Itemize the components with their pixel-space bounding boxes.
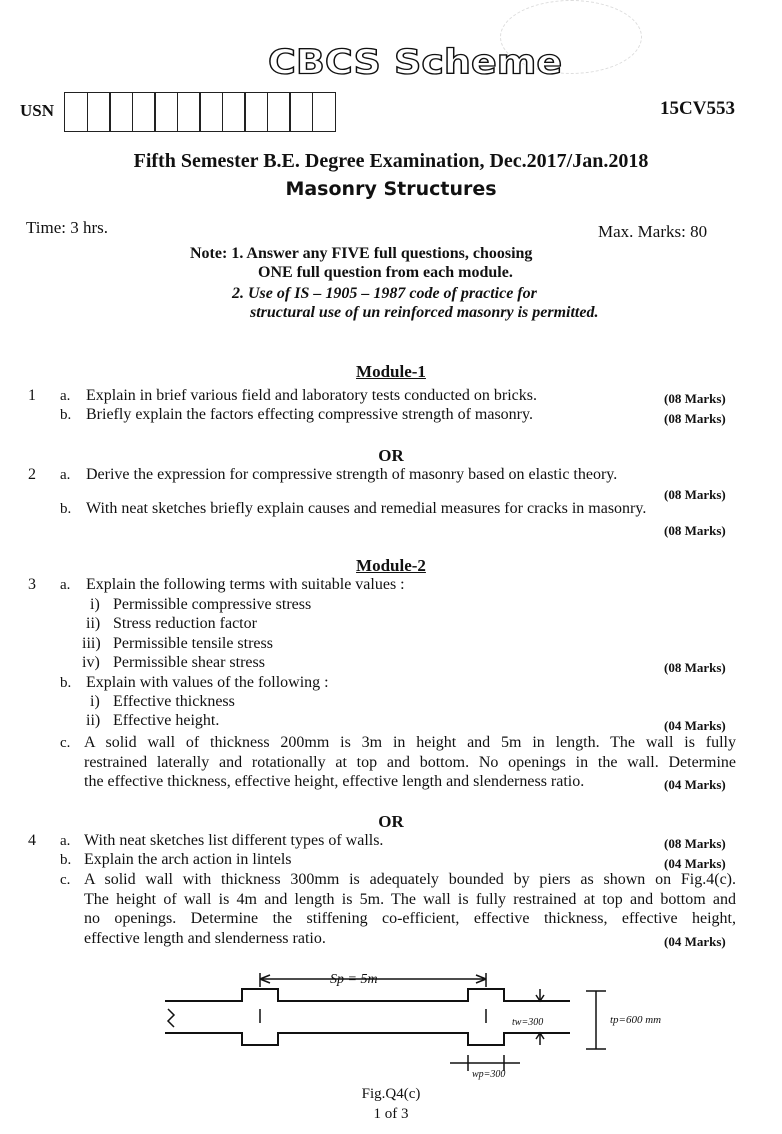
- subject-title: Masonry Structures: [285, 178, 497, 200]
- question-text: Derive the expression for compressive strength of masonry based on elastic theory.: [86, 466, 618, 483]
- marks: (08 Marks): [664, 411, 726, 426]
- wall-bottom-outline: [165, 1033, 570, 1045]
- usn-boxes[interactable]: [64, 92, 334, 132]
- list-item-text: Permissible compressive stress: [113, 596, 312, 613]
- part-label: c.: [60, 872, 71, 888]
- usn-label: USN: [20, 101, 55, 120]
- max-marks: Max. Marks: 80: [598, 222, 708, 241]
- list-item-number: i): [90, 693, 100, 710]
- usn-box[interactable]: [177, 92, 201, 132]
- usn-box[interactable]: [289, 92, 313, 132]
- or-divider: OR: [378, 446, 404, 465]
- part-label: a.: [60, 388, 71, 404]
- usn-box[interactable]: [87, 92, 111, 132]
- marks: (04 Marks): [664, 777, 726, 792]
- marks: (08 Marks): [664, 487, 726, 502]
- question-text: no openings. Determine the stiffening co-efficient, effective thickness, effective height,: [84, 910, 736, 927]
- marks: (04 Marks): [664, 934, 726, 949]
- marks: (08 Marks): [664, 523, 726, 538]
- note-line-2: ONE full question from each module.: [258, 264, 513, 281]
- scheme-logo: CBCS Scheme: [268, 42, 563, 82]
- question-text: Explain in brief various field and laboratory tests conducted on bricks.: [86, 387, 537, 404]
- note-label: Note:: [190, 245, 228, 262]
- marks: (04 Marks): [664, 718, 726, 733]
- usn-box[interactable]: [64, 92, 88, 132]
- marks: (08 Marks): [664, 836, 726, 851]
- question-text: A solid wall with thickness 300mm is adequately bounded by piers as shown on Fig.4(c).: [84, 871, 736, 888]
- list-item-text: Effective height.: [113, 712, 220, 729]
- question-number: 3: [28, 576, 36, 593]
- question-text: A solid wall of thickness 200mm is 3m in height and 5m in length. The wall is fully: [84, 734, 736, 751]
- question-text: The height of wall is 4m and length is 5m. The wall is fully restrained at top and bottom and: [84, 891, 736, 908]
- usn-box[interactable]: [199, 92, 223, 132]
- part-label: b.: [60, 852, 72, 868]
- usn-box[interactable]: [132, 92, 156, 132]
- question-text: With neat sketches list different types of walls.: [84, 832, 384, 849]
- usn-box[interactable]: [312, 92, 336, 132]
- wp-label: wp=300: [472, 1069, 506, 1080]
- note-line-1: [190, 245, 532, 263]
- question-text: Explain the arch action in lintels: [84, 851, 292, 868]
- list-item-number: ii): [86, 615, 101, 632]
- sp-label: Sp = 5m: [330, 972, 378, 987]
- part-label: c.: [60, 735, 71, 751]
- list-item-number: ii): [86, 712, 101, 729]
- time-allowed: Time: 3 hrs.: [26, 218, 109, 237]
- question-text: the effective thickness, effective height, effective length and slenderness ratio.: [84, 773, 585, 790]
- list-item-number: i): [90, 596, 100, 613]
- wall-top-outline: [165, 989, 570, 1001]
- subject-code: 15CV553: [660, 98, 735, 119]
- page-number: 1 of 3: [373, 1106, 409, 1122]
- module-2-title: Module-2: [356, 556, 426, 575]
- tp-label: tp=600 mm: [610, 1014, 662, 1026]
- question-text: effective length and slenderness ratio.: [84, 930, 326, 947]
- usn-box[interactable]: [244, 92, 268, 132]
- note-text-1: 1. Answer any FIVE full questions, choosing: [231, 245, 533, 262]
- question-text: Explain with values of the following :: [86, 674, 329, 691]
- or-divider: OR: [378, 812, 404, 831]
- list-item-number: iv): [82, 654, 100, 671]
- list-item-text: Effective thickness: [113, 693, 235, 710]
- pier-wall-figure: [160, 965, 680, 1085]
- marks: (04 Marks): [664, 856, 726, 871]
- question-number: 2: [28, 466, 36, 483]
- part-label: a.: [60, 467, 71, 483]
- marks: (08 Marks): [664, 391, 726, 406]
- question-number: 4: [28, 832, 36, 849]
- part-label: b.: [60, 675, 72, 691]
- part-label: a.: [60, 833, 71, 849]
- list-item-text: Permissible tensile stress: [113, 635, 273, 652]
- question-number: 1: [28, 387, 36, 404]
- usn-box[interactable]: [267, 92, 291, 132]
- note-line-3: 2. Use of IS – 1905 – 1987 code of practice for: [232, 285, 537, 302]
- question-text: With neat sketches briefly explain causes and remedial measures for cracks in masonry.: [86, 500, 647, 517]
- question-text: Briefly explain the factors effecting compressive strength of masonry.: [86, 406, 533, 423]
- question-text: restrained laterally and rotationally at top and bottom. No openings in the wall. Determine: [84, 754, 736, 771]
- marks: (08 Marks): [664, 660, 726, 675]
- list-item-text: Permissible shear stress: [113, 654, 265, 671]
- list-item-number: iii): [82, 635, 101, 652]
- module-1-title: Module-1: [356, 362, 426, 381]
- question-text: Explain the following terms with suitable values :: [86, 576, 405, 593]
- figure-caption: Fig.Q4(c): [361, 1086, 421, 1102]
- usn-box[interactable]: [109, 92, 133, 132]
- note-line-4: structural use of un reinforced masonry is permitted.: [250, 304, 599, 321]
- list-item-text: Stress reduction factor: [113, 615, 257, 632]
- tw-label: tw=300: [512, 1017, 544, 1028]
- break-mark: [168, 1009, 174, 1027]
- part-label: a.: [60, 577, 71, 593]
- part-label: b.: [60, 501, 72, 517]
- usn-box[interactable]: [222, 92, 246, 132]
- usn-box[interactable]: [154, 92, 178, 132]
- part-label: b.: [60, 407, 72, 423]
- exam-title: Fifth Semester B.E. Degree Examination, Dec.2017/Jan.2018: [133, 150, 649, 172]
